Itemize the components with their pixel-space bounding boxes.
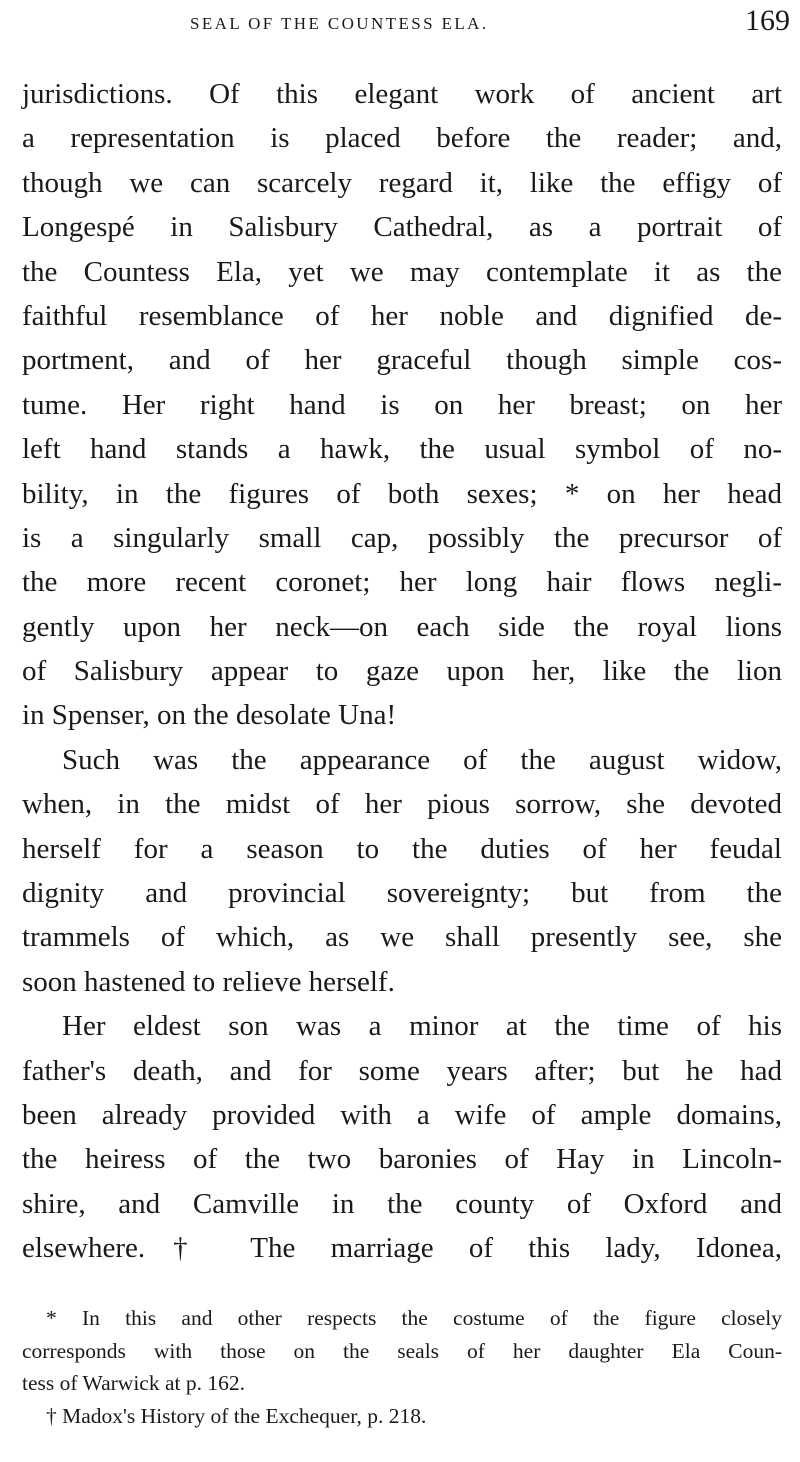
body-line: trammels of which, as we shall presently see, she <box>22 921 782 954</box>
body-line: the Countess Ela, yet we may contemplate it as the <box>22 255 782 288</box>
body-line: gently upon her neck—on each side the royal lions <box>22 610 782 643</box>
body-text <box>22 72 782 1271</box>
running-title: SEAL OF THE COUNTESS ELA. <box>190 14 489 33</box>
paragraph-start-line: Her eldest son was a minor at the time of his <box>62 1010 782 1043</box>
body-line: father's death, and for some years after; but he had <box>22 1054 782 1087</box>
body-line: is a singularly small cap, possibly the precursor of <box>22 521 782 554</box>
footnote-line: † Madox's History of the Exchequer, p. 218. <box>46 1403 427 1428</box>
body-line: portment, and of her graceful though simple cos- <box>22 344 782 377</box>
body-line: of Salisbury appear to gaze upon her, like the lion <box>22 655 782 688</box>
body-line: though we can scarcely regard it, like the effigy of <box>22 166 782 199</box>
body-line: dignity and provincial sovereignty; but from the <box>22 877 782 910</box>
footnote-line: corresponds with those on the seals of her daughter Ela Coun- <box>22 1338 782 1363</box>
footnotes <box>22 1302 782 1432</box>
footnote-line: tess of Warwick at p. 162. <box>22 1371 245 1395</box>
running-head <box>20 4 790 44</box>
body-line: bility, in the figures of both sexes; * on her head <box>22 477 782 510</box>
footnote-line: * In this and other respects the costume of the figure closely <box>46 1306 782 1330</box>
paragraph-end-line: soon hastened to relieve herself. <box>22 965 395 998</box>
body-line: a representation is placed before the reader; and, <box>22 122 782 155</box>
paragraph-start-line: Such was the appearance of the august widow, <box>62 743 782 776</box>
body-line: the more recent coronet; her long hair flows negli- <box>22 566 782 599</box>
body-line: Longespé in Salisbury Cathedral, as a portrait of <box>22 211 782 244</box>
body-line: elsewhere.† The marriage of this lady, Idonea, <box>22 1232 782 1265</box>
body-line: when, in the midst of her pious sorrow, she devoted <box>22 788 782 821</box>
page-number: 169 <box>745 4 790 37</box>
body-line: herself for a season to the duties of her feudal <box>22 832 782 865</box>
body-line: jurisdictions. Of this elegant work of ancient art <box>22 78 782 110</box>
body-line: been already provided with a wife of ample domains, <box>22 1098 782 1131</box>
body-line: the heiress of the two baronies of Hay in Lincoln- <box>22 1143 782 1176</box>
body-line: shire, and Camville in the county of Oxford and <box>22 1187 782 1220</box>
body-line: faithful resemblance of her noble and dignified de- <box>22 299 782 332</box>
body-line: left hand stands a hawk, the usual symbol of no- <box>22 433 782 466</box>
body-line: tume. Her right hand is on her breast; on her <box>22 388 782 421</box>
paragraph-end-line: in Spenser, on the desolate Una! <box>22 699 397 732</box>
